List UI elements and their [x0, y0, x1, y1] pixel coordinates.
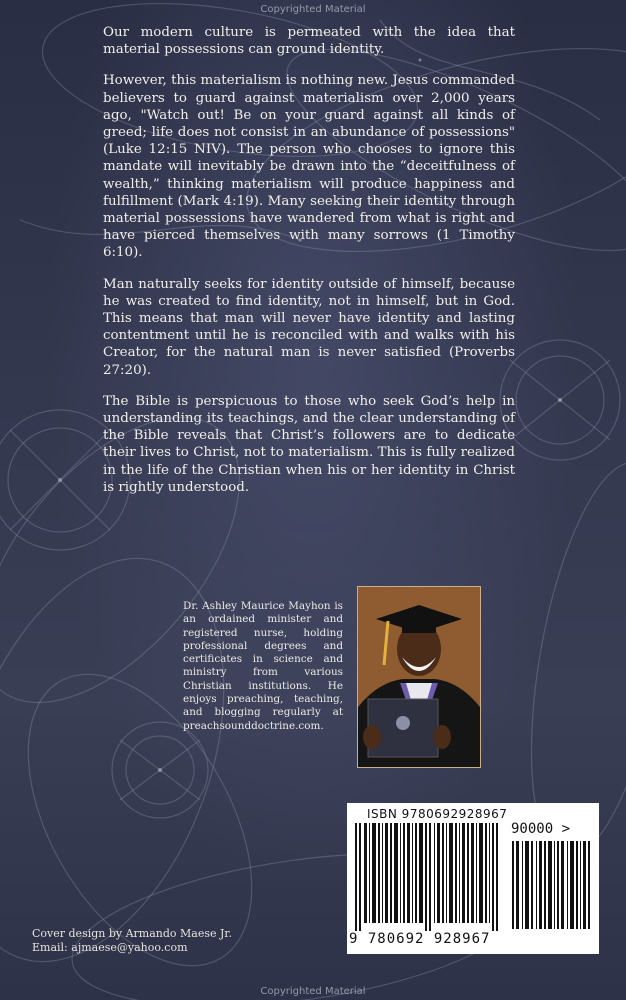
blurb [103, 24, 515, 510]
cover-credits [32, 927, 232, 955]
isbn-barcode [347, 803, 599, 954]
author-photo [357, 586, 481, 768]
blurb-paragraph-1: Our modern culture is permeated with the idea that material possessions can ground identity. [103, 25, 515, 58]
price-code [511, 821, 570, 837]
author-bio: Dr. Ashley Maurice Mayhon is an ordained minister and registered nurse, holding professional degrees and certificates in science and ministry from various Christian institutions. He enjoys preaching, teaching, and blogging regularly at preachsounddoctrine.com. [183, 600, 343, 732]
isbn-digits: 9 780692 928967 [349, 931, 491, 947]
watermark-top: Copyrighted Material [260, 4, 366, 15]
cover-design-credit: Cover design by Armando Maese Jr. [32, 927, 232, 940]
watermark-bottom: Copyrighted Material [260, 986, 366, 997]
designer-email: Email: ajmaese@yahoo.com [32, 941, 188, 954]
author-graduate-photo [358, 587, 480, 767]
price-code-number: 90000 [511, 821, 554, 837]
blurb-paragraph-3: Man naturally seeks for identity outside of himself, because he was created to find identity, not in himself, but in God. This means that man will never have identity and lasting contentment until he is reconciled with and walks with his Creator, for the natural man is never satisfied (Proverbs 27:20). [103, 276, 515, 378]
addon-barcode-bars [512, 841, 592, 929]
blurb-paragraph-4: The Bible is perspicuous to those who seek God’s help in understanding its teachings, and the clear understanding of the Bible reveals that Christ’s followers are to dedicate their lives to Christ, not to materialism. This is fully realized in the life of the Christian when his or her identity in Christ is rightly understood. [103, 393, 515, 495]
isbn-label: ISBN 9780692928967 [367, 807, 508, 821]
ean-barcode-bars [355, 823, 505, 931]
price-code-arrow: > [561, 821, 571, 837]
blurb-paragraph-2: However, this materialism is nothing new. Jesus commanded believers to guard against materialism over 2,000 years ago, "Watch out! Be on your guard against all kinds of greed; life does not consist in an abundance of possessions" (Luke 12:15 NIV). The person who chooses to ignore this mandate will inevitably be drawn into the “deceitfulness of wealth,” thinking materialism will produce happiness and fulfillment (Mark 4:19). Many seeking their identity through material possessions have wandered from what is right and have pierced themselves with many sorrows (1 Timothy 6:10). [103, 73, 515, 261]
